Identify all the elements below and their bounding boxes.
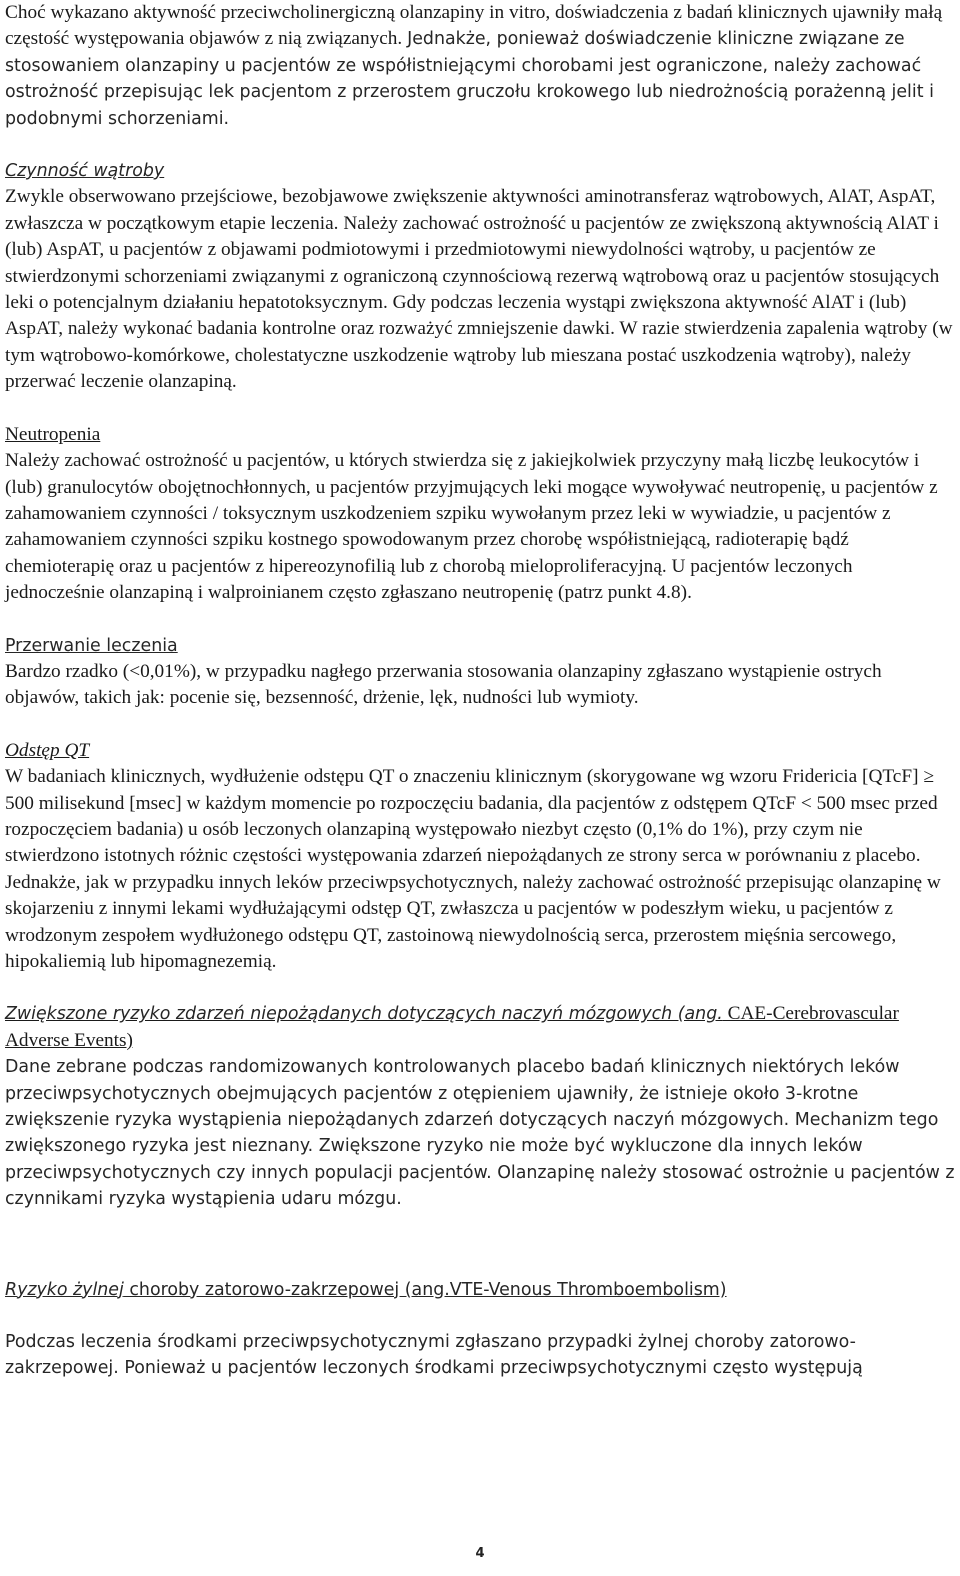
document-page [5, 0, 955, 1382]
neutropenia-paragraph: Należy zachować ostrożność u pacjentów, u których stwierdza się z jakiejkolwiek przyczyny małą liczbę leukocytów i (lub) granulocytów obojętnochłonnych, u pacjentów przyjmujących leki mogące wywoływać neutropenię, u pacjentów z zahamowaniem czynności / toksycznym uszkodzeniem szpiku wywołanym przez leki w wywiadzie, u pacjentów z zahamowaniem czynności szpiku kostnego spowodowanym przez chorobę współistniejącą, radioterapię bądź chemioterapię oraz u pacjentów z hipereozynofilią lub z chorobą mieloproliferacyjną. U pacjentów leczonych jednocześnie olanzapiną i walproinianem często zgłaszano neutropenię (patrz punkt 4.8). [5, 450, 938, 604]
vte-heading [5, 1277, 955, 1303]
qt-paragraph [5, 764, 955, 975]
greater-equal-symbol: ≥ [923, 766, 934, 788]
cae-heading-plain: CAE-Cerebrovascular Adverse Events) [5, 1003, 899, 1051]
page-number: 4 [475, 1546, 485, 1561]
discontinuation-paragraph: Bardzo rzadko (<0,01%), w przypadku nagłego przerwania stosowania olanzapiny zgłaszano wystąpienie ostrych objawów, takich jak: pocenie się, bezsenność, drżenie, lęk, nudności lub wymioty. [5, 660, 882, 709]
intro-text-serif: Choć wykazano aktywność przeciwcholinergiczną olanzapiny in vitro, doświadczenia z badań klinicznych ujawniły małą częstość występowania objawów z nią związanych. [5, 2, 943, 50]
qt-heading: Odstęp QT [5, 739, 90, 761]
vte-heading-plain: choroby zatorowo-zakrzepowej (ang.VTE-Venous Thromboembolism) [123, 1279, 727, 1300]
qt-text-a: W badaniach klinicznych, wydłużenie odstępu QT o znaczeniu klinicznym (skorygowane wg wzoru Fridericia [QTcF] [5, 766, 924, 788]
cae-paragraph: Dane zebrane podczas randomizowanych kontrolowanych placebo badań klinicznych niektórych leków przeciwpsychotycznych obejmujących pacjentów z otępieniem ujawniły, że istnieje około 3-krotne zwiększenie ryzyka wystąpienia niepożądanych zdarzeń dotyczących naczyń mózgowych. Mechanizm tego zwiększonego ryzyka jest nieznany. Zwiększone ryzyko nie może być wykluczone dla innych leków przeciwpsychotycznych czy innych populacji pacjentów. Olanzapinę należy stosować ostrożnie u pacjentów z czynnikami ryzyka wystąpienia udaru mózgu. [5, 1057, 955, 1210]
liver-text-serif: Zwykle obserwowano przejściowe, bezobjawowe zwiększenie aktywności aminotransferaz wątrobowych, AlAT, AspAT, zwłaszcza w początkowym etapie leczenia. [5, 186, 936, 234]
vte-heading-italic: Ryzyko żylnej [5, 1279, 124, 1300]
liver-paragraph [5, 184, 955, 395]
liver-heading: Czynność wątroby [5, 161, 165, 182]
intro-text-sans: Jednakże, ponieważ doświadczenie kliniczne związane ze stosowaniem olanzapiny u pacjentów ze współistniejącymi chorobami jest ograniczone, należy zachować ostrożność przepisując lek pacjentom z przerostem gruczołu krokowego lub niedrożnością porażenną jelit i podobnymi schorzeniami. [5, 29, 934, 129]
liver-text-continued: Należy zachować ostrożność u pacjentów ze zwiększoną aktywnością AlAT i (lub) AspAT, u pacjentów z objawami podmiotowymi i przedmiotowymi niewydolności wątroby, u pacjentów ze stwierdzonymi schorzeniami związanymi z ograniczoną czynnościową rezerwą wątrobową oraz u pacjentów stosujących leki o potencjalnym działaniu hepatotoksycznym. Gdy podczas leczenia wystąpi zwiększona aktywność AlAT i (lub) AspAT, należy wykonać badania kontrolne oraz rozważyć zmniejszenie dawki. W razie stwierdzenia zapalenia wątroby (w tym wątrobowo-komórkowe, cholestatyczne uszkodzenie wątroby lub mieszana postać uszkodzenia wątroby), należy przerwać leczenie olanzapiną. [5, 212, 953, 393]
discontinuation-heading: Przerwanie leczenia [5, 635, 178, 656]
qt-text-b: 500 milisekund [msec] w każdym momencie po rozpoczęciu badania, dla pacjentów z odstępem QTcF < 500 msec przed rozpoczęciem badania) u osób leczonych olanzapiną występowało niezbyt często (0,1% do 1%), przy czym nie stwierdzono istotnych różnic częstości występowania zdarzeń niepożądanych ze strony serca w porównaniu z placebo. Jednakże, jak w przypadku innych leków przeciwpsychotycznych, należy zachować ostrożność przepisując olanzapinę w skojarzeniu z innymi lekami wydłużającymi odstęp QT, zwłaszcza u pacjentów w podeszłym wieku, u pacjentów z wrodzonym zespołem wydłużonego odstępu QT, zastoinową niewydolnością serca, przerostem mięśnia sercowego, hipokaliemią lub hipomagnezemią. [5, 792, 941, 972]
cae-heading-italic: Zwiększone ryzyko zdarzeń niepożądanych dotyczących naczyń mózgowych (ang. [5, 1004, 723, 1025]
cae-heading [5, 1001, 955, 1054]
intro-paragraph [5, 0, 955, 132]
neutropenia-heading: Neutropenia [5, 423, 101, 445]
vte-paragraph: Podczas leczenia środkami przeciwpsychotycznymi zgłaszano przypadki żylnej choroby zatorowo-zakrzepowej. Ponieważ u pacjentów leczonych środkami przeciwpsychotycznymi często występują [5, 1332, 863, 1379]
